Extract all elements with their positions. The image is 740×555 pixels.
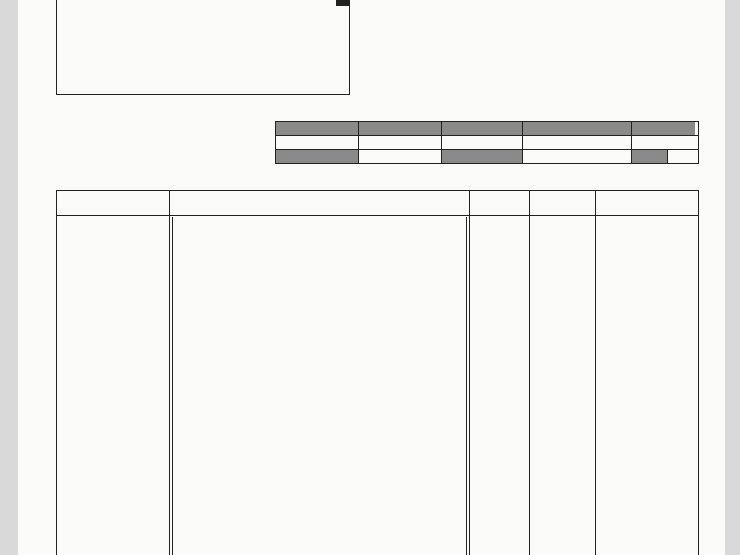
line-items-header <box>57 191 698 216</box>
vehicle-value-row <box>276 136 698 150</box>
hours-value <box>668 150 695 163</box>
column-divider <box>469 191 470 555</box>
esn-value <box>359 150 442 163</box>
vin-value <box>523 136 632 149</box>
esn-label <box>276 150 359 163</box>
column-divider <box>466 217 467 555</box>
truck-po-header <box>632 122 695 135</box>
column-divider <box>172 217 173 555</box>
model-value <box>442 136 523 149</box>
truck-po-value <box>632 136 695 149</box>
column-divider <box>595 191 596 555</box>
hours-label <box>632 150 668 163</box>
mileage-value <box>523 150 632 163</box>
mileage-label <box>442 150 523 163</box>
model-header <box>442 122 523 135</box>
column-divider <box>529 191 530 555</box>
invoice-page <box>18 0 725 555</box>
make-value <box>359 136 442 149</box>
vin-header <box>523 122 632 135</box>
vehicle-esn-row <box>276 150 698 163</box>
column-divider <box>169 191 170 555</box>
line-items-table <box>56 190 699 555</box>
make-header <box>359 122 442 135</box>
vehicle-info-table <box>275 121 699 164</box>
vehicle-header-row <box>276 122 698 136</box>
bill-to-address-box <box>56 0 350 95</box>
year-value <box>276 136 359 149</box>
year-header <box>276 122 359 135</box>
